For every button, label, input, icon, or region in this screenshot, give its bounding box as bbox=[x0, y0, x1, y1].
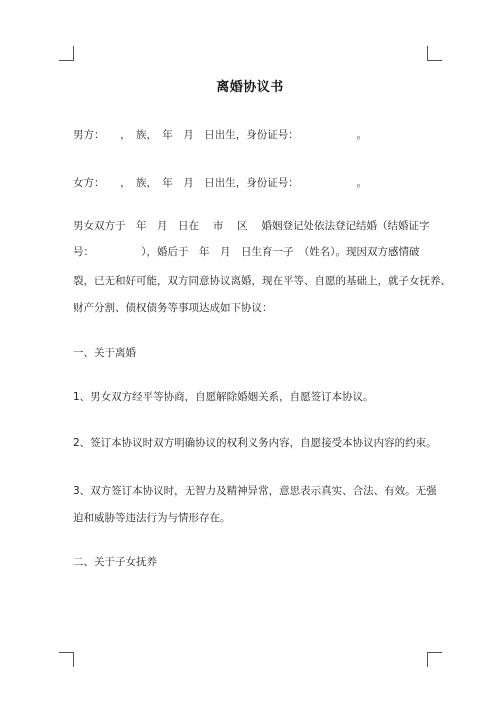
crop-mark-bottom-right bbox=[427, 652, 442, 667]
intro-line-3: 裂，已无和好可能，双方同意协议离婚，现在平等、自愿的基础上，就子女抚养、 bbox=[73, 275, 451, 287]
intro-line-2: 号： ），婚后于 年 月 日生育一子 （姓名）。现因双方感情破 bbox=[73, 246, 420, 258]
clause-3-line-1: 3、双方签订本协议时，无智力及精神异常，意思表示真实、合法、有效。无强 bbox=[73, 485, 437, 497]
clause-2: 2、签订本协议时双方明确协议的权利义务内容，自愿接受本协议内容的约束。 bbox=[73, 437, 437, 449]
intro-line-1: 男女双方于 年 月 日在 市 区 婚姻登记处依法登记结婚（结婚证字 bbox=[73, 220, 430, 232]
intro-line-4: 财产分割、债权债务等事项达成如下协议： bbox=[73, 302, 273, 314]
crop-mark-bottom-left bbox=[59, 652, 74, 667]
female-party-line: 女方： ， 族， 年 月 日出生，身份证号： 。 bbox=[73, 177, 367, 189]
section-heading-divorce: 一、关于离婚 bbox=[73, 347, 136, 359]
crop-mark-top-right bbox=[427, 46, 442, 61]
crop-mark-top-left bbox=[59, 46, 74, 61]
clause-3-line-2: 迫和威胁等违法行为与情形存在。 bbox=[73, 512, 231, 524]
section-heading-child-custody: 二、关于子女抚养 bbox=[73, 556, 157, 568]
clause-1: 1、男女双方经平等协商，自愿解除婚姻关系，自愿签订本协议。 bbox=[73, 391, 374, 403]
male-party-line: 男方： ， 族， 年 月 日出生，身份证号： 。 bbox=[73, 129, 367, 141]
document-title: 离婚协议书 bbox=[216, 80, 284, 95]
